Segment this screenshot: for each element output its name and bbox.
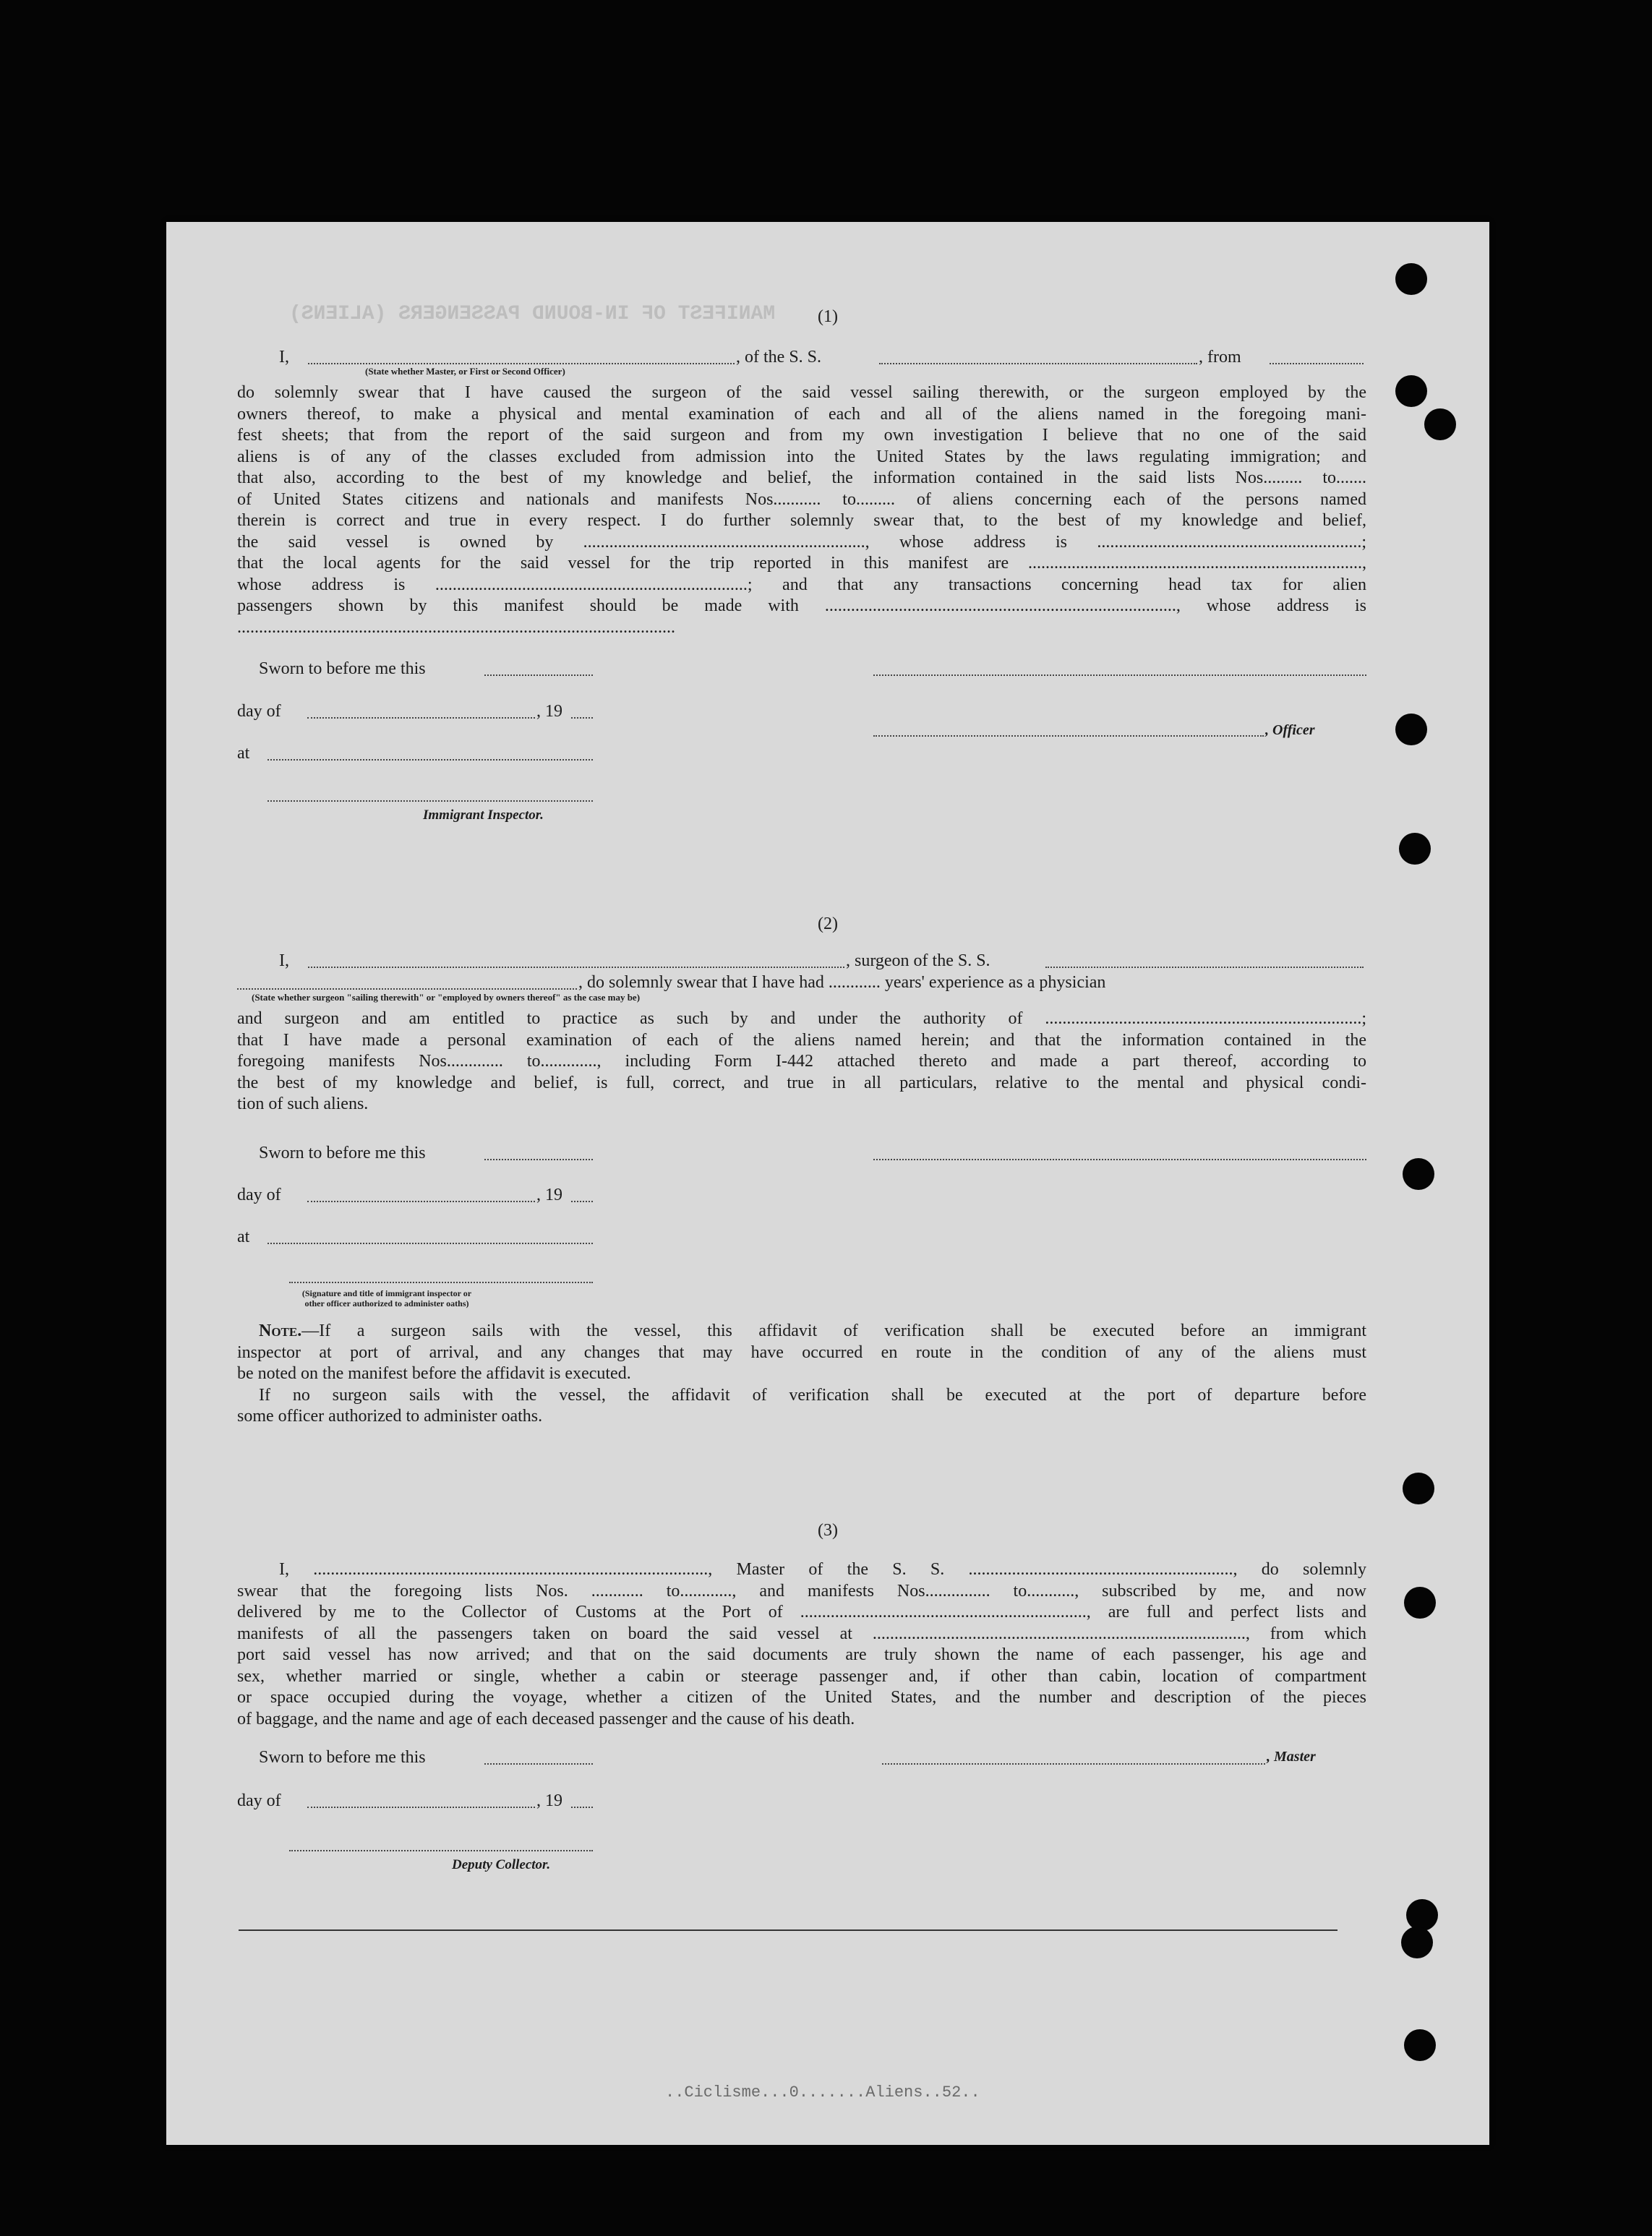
section-1-day-of: day of <box>237 702 281 721</box>
section-2-number: (2) <box>818 914 838 933</box>
paragraph-line: or space occupied during the voyage, whether a citizen of the United States, and the number and description of the pieces <box>237 1688 1366 1707</box>
from-port-field[interactable] <box>1270 348 1364 364</box>
note-line: some officer authorized to administer oaths. <box>237 1407 543 1426</box>
officer-label: , Officer <box>1265 722 1315 738</box>
punch-hole <box>1404 2029 1436 2061</box>
punch-hole <box>1406 1899 1438 1931</box>
section-2-year: , 19 <box>536 1186 562 1204</box>
paragraph-line: the best of my knowledge and belief, is full, correct, and true in all particulars, relative to the mental and physical condi- <box>237 1073 1366 1092</box>
section-2-signature-note <box>296 1288 477 1308</box>
paragraph-line: therein is correct and true in every respect. I do further solemnly swear that, to the best of my knowledge and belief, <box>237 511 1366 530</box>
section-2-at: at <box>237 1228 250 1246</box>
section-2-year-field[interactable] <box>571 1201 593 1202</box>
paragraph-line: that also, according to the best of my knowledge and belief, the information contained in the said lists Nos......... to....... <box>237 468 1366 487</box>
inspector-signature-line[interactable] <box>268 800 593 802</box>
master-label: , Master <box>1267 1749 1316 1765</box>
officer-signature-line[interactable] <box>873 674 1366 676</box>
punch-hole <box>1401 1927 1433 1958</box>
punch-hole <box>1404 1587 1436 1619</box>
section-3-year: , 19 <box>536 1791 562 1810</box>
punch-hole <box>1395 263 1427 295</box>
paragraph-line: I, ..........................................................................................., Master of the S. S. ............................................................., do solemnly <box>279 1560 1366 1579</box>
section-3-paragraph <box>237 1559 1366 1730</box>
deputy-collector-label: Deputy Collector. <box>452 1857 551 1872</box>
note-line: inspector at port of arrival, and any changes that may have occurred en route in the condition of any of the aliens must <box>237 1342 1366 1362</box>
section-1-officer-note: (State whether Master, or First or Second Officer) <box>365 366 565 377</box>
punch-hole <box>1399 833 1431 865</box>
section-3-sworn: Sworn to before me this <box>259 1748 426 1767</box>
note-line: be noted on the manifest before the affidavit is executed. <box>237 1364 631 1383</box>
immigrant-inspector-label: Immigrant Inspector. <box>423 808 544 823</box>
paragraph-line: tion of such aliens. <box>237 1095 369 1113</box>
punch-hole <box>1395 714 1427 745</box>
section-2-note <box>237 1321 1366 1428</box>
officer-name-line[interactable] <box>873 735 1264 737</box>
officer-name-field[interactable] <box>308 348 735 364</box>
paragraph-line: swear that the foregoing lists Nos. ............ to............, and manifests Nos............... to..........., subscribed by me, and now <box>237 1581 1366 1601</box>
note-line <box>237 1321 1366 1342</box>
section-3-number: (3) <box>818 1521 838 1540</box>
note-text: —If a surgeon sails with the vessel, this affidavit of verification shall be executed before an immigrant <box>301 1322 1366 1340</box>
section-3-day-of: day of <box>237 1791 281 1810</box>
manifest-sheet <box>166 222 1489 2145</box>
section-2-sworn: Sworn to before me this <box>259 1144 426 1162</box>
paragraph-line: do solemnly swear that I have caused the surgeon of the said vessel sailing therewith, or the surgeon employed by the <box>237 383 1366 402</box>
section-1-at-field[interactable] <box>268 759 593 761</box>
section-3-day-field[interactable] <box>307 1807 535 1808</box>
section-3-sworn-date-field[interactable] <box>484 1763 593 1765</box>
section-1-sworn: Sworn to before me this <box>259 659 426 678</box>
surgeon-status-field[interactable] <box>237 974 577 990</box>
bottom-rule <box>239 1929 1338 1931</box>
signature-note-text: (Signature and title of immigrant inspector or other officer authorized to administer oaths) <box>301 1288 472 1308</box>
paragraph-line: and surgeon and am entitled to practice as such by and under the authority of .........................................................................; <box>237 1009 1366 1028</box>
paragraph-line: of baggage, and the name and age of each deceased passenger and the cause of his death. <box>237 1709 855 1729</box>
of-ss-label: , of the S. S. <box>736 348 822 367</box>
paragraph-line: port said vessel has now arrived; and that on the said documents are truly shown the name of each passenger, his age and <box>237 1645 1366 1664</box>
section-2-day-field[interactable] <box>307 1201 535 1202</box>
punch-hole <box>1424 408 1456 440</box>
paragraph-line: fest sheets; that from the report of the said surgeon and from my own investigation I believe that no one of the said <box>237 426 1366 445</box>
section-2-day-of: day of <box>237 1186 281 1204</box>
section-2-sworn-date-field[interactable] <box>484 1159 593 1160</box>
surgeon-vessel-field[interactable] <box>1045 952 1364 968</box>
paragraph-line: that the local agents for the said vessel for the trip reported in this manifest are ............................................................................., <box>237 554 1366 573</box>
experience-text: , do solemnly swear that I have had ............ years' experience as a physician <box>578 973 1106 992</box>
paragraph-line: that I have made a personal examination of each of the aliens named herein; and that the information contained in the <box>237 1030 1366 1050</box>
paragraph-line: owners thereof, to make a physical and mental examination of each and all of the aliens named in the foregoing mani- <box>237 404 1366 424</box>
master-signature-line[interactable] <box>882 1763 1265 1765</box>
i-label: I, <box>279 951 289 970</box>
paragraph-line: the said vessel is owned by ................................................................., whose address is .............................................................; <box>237 532 1366 552</box>
section-2-surgeon-note: (State whether surgeon "sailing therewith" or "employed by owners thereof" as the case may be) <box>252 992 641 1003</box>
paragraph-line: passengers shown by this manifest should be made with ................................................................................., whose address is <box>237 596 1366 615</box>
section-1-paragraph <box>237 382 1366 638</box>
note-line: If no surgeon sails with the vessel, the affidavit of verification shall be executed at the port of departure before <box>259 1385 1366 1405</box>
surgeon-signature-line[interactable] <box>873 1159 1366 1160</box>
vessel-name-field[interactable] <box>879 348 1197 364</box>
paragraph-line: whose address is ........................................................................; and that any transactions concerning head tax for alien <box>237 575 1366 594</box>
punch-hole <box>1403 1158 1434 1190</box>
section-1-day-field[interactable] <box>307 717 535 719</box>
deputy-collector-signature-line[interactable] <box>289 1850 593 1851</box>
bleed-through-footer: ..Ciclisme...0.......Aliens..52.. <box>665 2083 980 2102</box>
from-label: , from <box>1199 348 1241 367</box>
surgeon-name-field[interactable] <box>308 952 844 968</box>
section-2-paragraph <box>237 1008 1366 1115</box>
section-1-year: , 19 <box>536 702 562 721</box>
paragraph-line: aliens is of any of the classes excluded from admission into the United States by the laws regulating immigration; and <box>237 447 1366 466</box>
paragraph-line: of United States citizens and nationals and manifests Nos........... to......... of aliens concerning each of the persons named <box>237 489 1366 509</box>
paragraph-line: manifests of all the passengers taken on board the said vessel at ......................................................................................, from which <box>237 1624 1366 1643</box>
paragraph-line: foregoing manifests Nos............. to............., including Form I-442 attached thereto and made a part thereof, according to <box>237 1052 1366 1071</box>
punch-hole <box>1403 1473 1434 1504</box>
section-1-at: at <box>237 744 250 763</box>
paragraph-line: ..................................................................................................... <box>237 617 675 637</box>
section-2-at-field[interactable] <box>268 1243 593 1244</box>
section-2-signature-line[interactable] <box>289 1282 593 1283</box>
section-1-sworn-date-field[interactable] <box>484 674 593 676</box>
bleed-through-header: MANIFEST OF IN-BOUND PASSENGERS (ALIENS) <box>289 303 776 325</box>
punch-hole <box>1395 375 1427 407</box>
paragraph-line: sex, whether married or single, whether a cabin or steerage passenger and, if other than cabin, location of compartment <box>237 1666 1366 1686</box>
note-label: Note. <box>259 1322 302 1340</box>
i-label: I, <box>279 348 289 367</box>
surgeon-of-ss-label: , surgeon of the S. S. <box>846 951 990 970</box>
section-3-year-field[interactable] <box>571 1807 593 1808</box>
section-1-number: (1) <box>818 307 838 326</box>
section-1-year-field[interactable] <box>571 717 593 719</box>
paragraph-line: delivered by me to the Collector of Customs at the Port of .................................................................., are full and perfect lists and <box>237 1603 1366 1622</box>
